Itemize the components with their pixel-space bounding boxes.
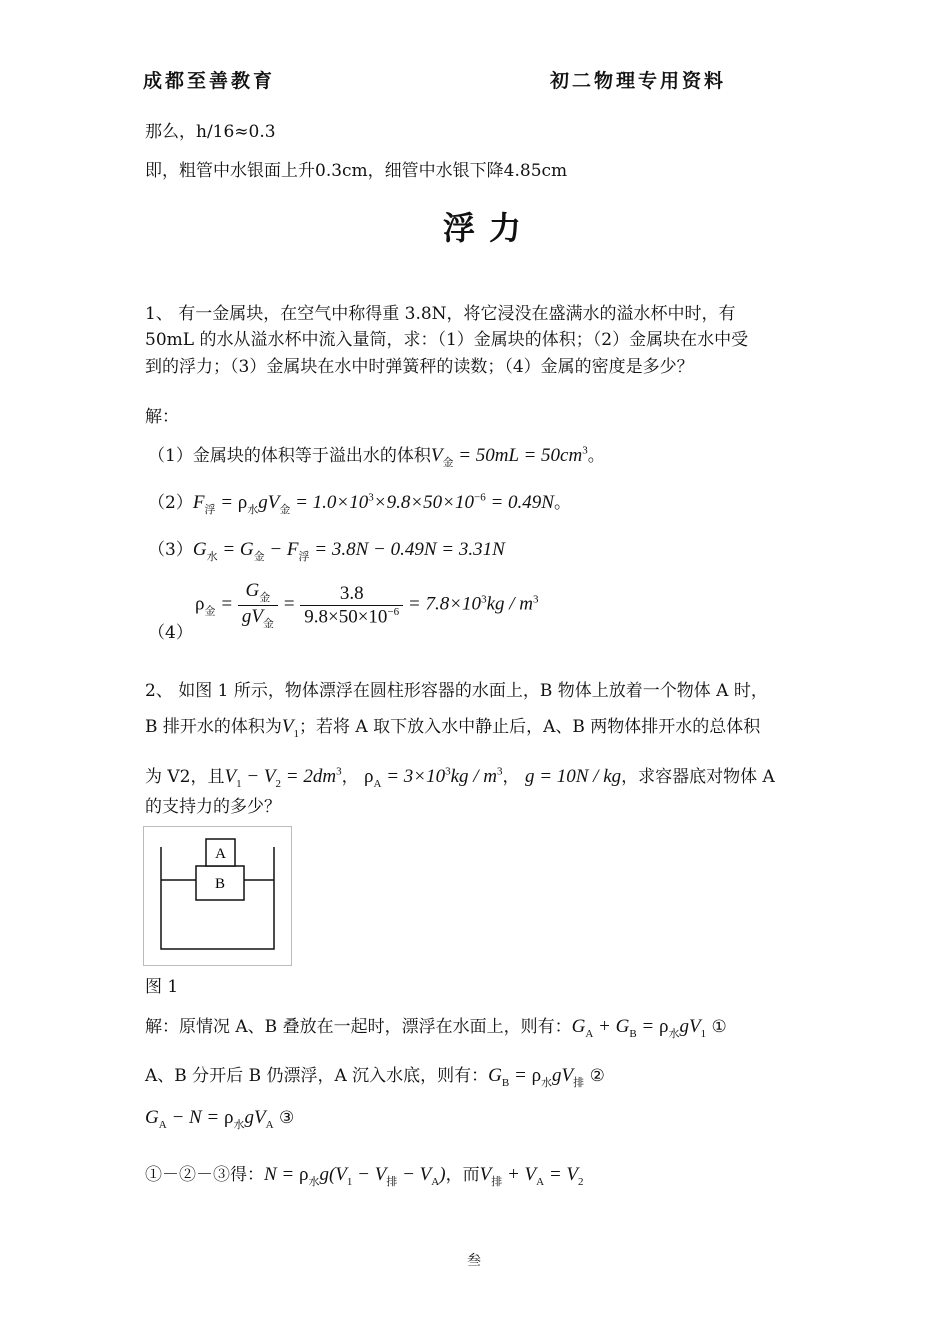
figure-1-drawing [144, 827, 291, 965]
problem1-line-1: 1、 有一金属块，在空气中称得重 3.8N，将它浸没在盛满水的溢水杯中时，有 [145, 304, 736, 324]
figure-caption: 图 1 [145, 977, 179, 997]
header-left: 成都至善教育 [143, 70, 276, 92]
intro-line-2: 即，粗管中水银面上升0.3cm，细管中水银下降4.85cm [145, 161, 568, 181]
block-a-label: A [215, 846, 226, 862]
section-title: 浮力 [443, 209, 536, 247]
problem2-solution-1: 解：原情况 A、B 叠放在一起时，漂浮在水面上，则有：$G_A + G_B = \rho_水gV_1$ ① [145, 1016, 727, 1040]
solution-label-1: 解： [145, 407, 179, 427]
problem1-line-3: 到的浮力；（3）金属块在水中时弹簧秤的读数；（4）金属的密度是多少？ [145, 357, 694, 377]
solution-step-1: （1）金属块的体积等于溢出水的体积$V_金 = 50mL = 50cm^3$。 [148, 444, 605, 469]
solution-step-3: $(3)G_水 = G_金 - F_浮 = 3.8N - 0.49N = 3.31N$ [148, 539, 505, 563]
problem2-solution-2: A、B 分开后 B 仍漂浮，A 沉入水底，则有：$G_B = \rho_水gV_排$ ② [145, 1065, 605, 1089]
figure-1 [143, 826, 292, 966]
page-number: 叁 [467, 1253, 481, 1269]
problem2-line-4: 的支持力的多少？ [145, 797, 281, 817]
problem2-solution-4: ①－②－③得：$N = \rho_水g(V_1 - V_排 - V_A)$，而$V_排 + V_A = V_2$ [145, 1164, 584, 1188]
block-b-label: B [214, 876, 226, 892]
solution-step-2: $(2)F_浮 = \rho_水gV_金 = 1.0\times 10^3\times 9.8\times 50\times 10^{-6} = 0.49N$。 [148, 491, 571, 516]
problem2-solution-3: $G_A - N = \rho_水gV_A$ ③ [145, 1107, 295, 1131]
intro-line-1: 那么，h/16≈0.3 [145, 122, 276, 142]
solution-step-4: $\rho_金$ = $\frac{G_金}{gV_金}$ = $\frac{3.8}{9.8\times 50\times 10^{-6}}$ = $7.8\times 10^3kg / m^3$ [195, 580, 539, 630]
problem2-line-2: B 排开水的体积为$V_1$；若将 A 取下放入水中静止后，A、B 两物体排开水的总体积 [145, 716, 761, 740]
header-right: 初二物理专用资料 [550, 70, 727, 92]
problem1-line-2: 50mL 的水从溢水杯中流入量筒，求：（1）金属块的体积；（2）金属块在水中受 [145, 330, 749, 350]
problem2-line-1: 2、 如图 1 所示，物体漂浮在圆柱形容器的水面上，B 物体上放着一个物体 A 时， [145, 681, 768, 701]
solution-step-4-label: （4） [148, 623, 193, 643]
problem2-line-3: 为 V2，且$V_1 - V_2 = 2dm^3$， $\rho_A = 3\times 10^3kg / m^3$， g = 10N / kg，求容器底对物体 A [145, 765, 775, 790]
